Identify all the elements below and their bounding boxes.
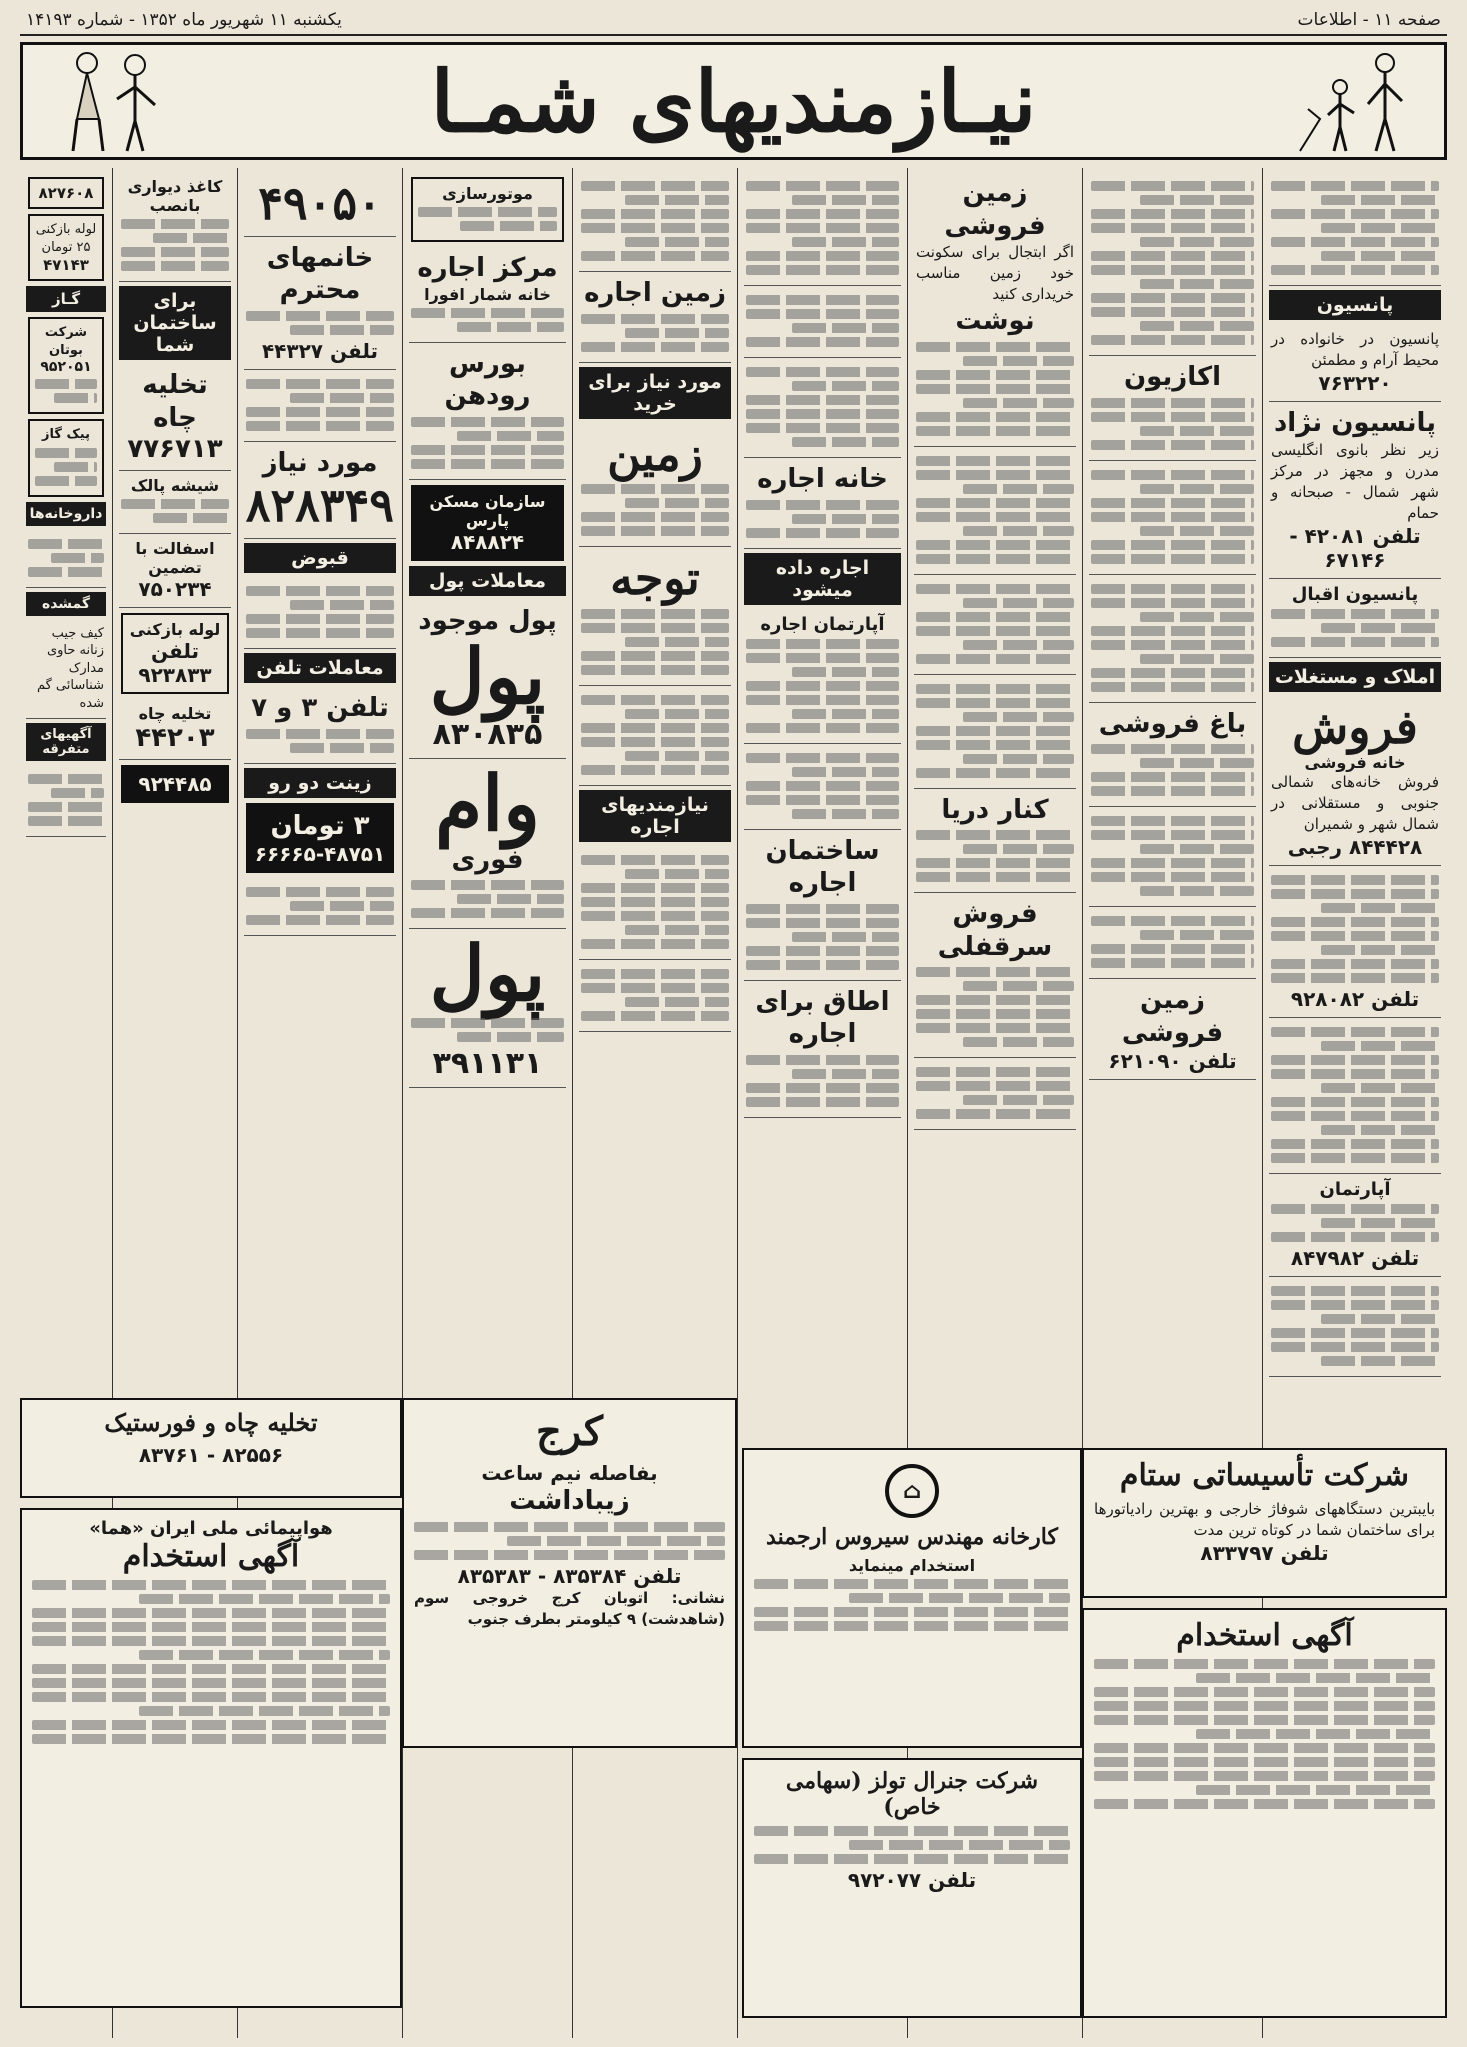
akazion-title: اکازیون <box>1123 362 1222 392</box>
apart-ejare-title: آپارتمان اجاره <box>760 613 885 635</box>
classifieds-grid <box>20 168 1447 2038</box>
section-header-sakhteman: برای ساختمان شما <box>119 286 231 360</box>
zamin-big: زمین <box>607 426 703 481</box>
page-top-line <box>20 6 1447 36</box>
sazman-title: سازمان مسکن پارس <box>429 491 546 530</box>
lule-title: لوله بازکنی <box>129 620 221 639</box>
banner <box>20 42 1447 160</box>
toman-phone: ۶۶۶۶۵-۴۸۷۵۱ <box>254 842 386 867</box>
lule-top: لوله بازکنی ۲۵ تومان <box>35 222 97 255</box>
karaj-phone: تلفن ۸۳۵۳۸۴ - ۸۳۵۳۸۳ <box>457 1563 682 1588</box>
page-label: صفحه ۱۱ - اطلاعات <box>1297 10 1441 30</box>
section-header-mored-niaz: مورد نیاز برای خرید <box>579 367 731 419</box>
bours-title: بورس رودهن <box>444 348 531 411</box>
general-ad <box>742 1758 1082 2018</box>
zamin-text: اگر ابتجال برای سکونت خود زمین مناسب خریداری کنید <box>916 243 1074 303</box>
pansion3-title: پانسیون اقبال <box>1291 583 1419 605</box>
sirus-ad <box>742 1448 1082 1748</box>
tasse-ad <box>20 1398 402 1498</box>
nevisht-title: نوشت <box>955 306 1035 336</box>
pansion-phone: ۷۶۳۲۲۰ <box>1318 371 1392 395</box>
karaj-sub: بفاصله نیم ساعت <box>481 1461 658 1485</box>
otagh-title: اطاق برای اجاره <box>755 986 890 1049</box>
general-phone: تلفن ۹۷۲۰۷۷ <box>847 1868 977 1892</box>
homa-sub: آگهی استخدام <box>122 1539 300 1574</box>
shishe-title: شیشه پالک <box>130 476 220 495</box>
pool2-big: پول <box>429 929 546 1019</box>
takhlie2-title: تخلیه چاه <box>138 704 212 723</box>
section-header-amlak: املاک و مستغلات <box>1269 662 1441 692</box>
mored-niaz-title: مورد نیاز <box>262 447 378 478</box>
banner-title: نیـازمندیهای شمـا <box>430 51 1037 151</box>
top-phone: ۴۹۰۵۰ <box>258 176 382 230</box>
estekhdam-ad <box>1082 1608 1447 2018</box>
sazman-phone: ۸۴۸۸۲۴ <box>450 529 525 554</box>
motors-title: موتورسازی <box>442 184 533 203</box>
foroosh-title: فروش <box>1292 699 1418 754</box>
foroosh-text: فروش خانه‌های شمالی جنوبی و مستقلانی در شمال شهر و شمیران <box>1271 773 1439 834</box>
sirus-sub: استخدام مینماید <box>848 1556 976 1575</box>
apart-phone: تلفن ۹۲۸۰۸۲ <box>1290 987 1420 1012</box>
pansion2-title: پانسیون نژاد <box>1273 408 1437 438</box>
section-header-motefareghe: آگهیهای متفرقه <box>26 723 106 761</box>
pansion2-text: زیر نظر بانوی انگلیسی مدرن و مجهز در مرکز شهر شمال - صبحانه و حمام <box>1271 440 1439 522</box>
markaz-ejare-title: مرکز اجاره <box>417 253 558 283</box>
gomshode-text: کیف جیب زنانه حاوی مدارک شناسائی گم شده <box>36 625 104 711</box>
bagh-title: باغ فروشی <box>1098 708 1247 739</box>
khane-shomar: خانه شمار افورا <box>424 284 551 304</box>
vam-sub: فوری <box>451 844 524 875</box>
zamin-ejare-title: زمین اجاره <box>584 278 726 308</box>
toman-label: ۳ تومان <box>270 810 370 841</box>
section-header-moamelat-telephone: معاملات تلفن <box>244 653 396 683</box>
section-header-zinat: زینت دو رو <box>244 768 396 798</box>
sirus-title: کارخانه مهندس سیروس ارجمند <box>766 1524 1058 1550</box>
family-illustration-icon <box>1280 49 1430 155</box>
section-header-moamelat-pool: معاملات پول <box>409 566 566 596</box>
sakhteman-ejare-title: ساختمان اجاره <box>765 835 880 898</box>
lule2-phone: ۹۲۴۴۸۵ <box>138 772 212 796</box>
telephone-label: تلفن ۳ و ۷ <box>251 693 389 724</box>
couple-illustration-icon <box>37 49 187 155</box>
stam-phone: تلفن ۸۳۳۷۹۷ <box>1200 1541 1329 1565</box>
karaj-ad <box>402 1398 737 1748</box>
lule-phone: تلفن ۹۲۳۸۳۳ <box>138 639 212 687</box>
section-header-ghoboosh: قبوض <box>244 543 396 573</box>
section-header-akhtab: اجاره داده میشود <box>744 553 901 605</box>
kondor-title: کنار دریا <box>941 794 1049 825</box>
asfalt-title: اسفالت با تضمین <box>135 539 215 577</box>
pool2-phone: ۳۹۱۱۳۱ <box>432 1045 543 1081</box>
karaj-title: کرج <box>536 1408 603 1455</box>
foroosh-sub: خانه فروشی <box>1304 753 1406 773</box>
vam-big: وام <box>435 758 540 848</box>
tasse-title: تخلیه چاه و فورستیک <box>104 1408 318 1437</box>
takhlie-phone: ۷۷۶۷۱۳ <box>127 434 223 464</box>
general-title: شرکت جنرال تولز (سهامی خاص) <box>785 1768 1039 1820</box>
homa-title: هواپیمائی ملی ایران «هما» <box>89 1518 333 1539</box>
takhlie-title: تخلیه چاه <box>142 370 208 433</box>
foroosh-phone: ۸۴۴۴۲۸ رجبی <box>1287 835 1423 860</box>
butan-title: شرکت بوتان <box>44 325 88 358</box>
section-header-niazmandi-ejare: نیازمندیهای اجاره <box>579 790 731 842</box>
section-header-gomshode: گمشده <box>26 592 106 616</box>
estekhdam-title: آگهی استخدام <box>1176 1618 1353 1653</box>
top-phone-left: ۸۲۷۶۰۸ <box>38 184 94 202</box>
sarghofli-title: فروش سرقفلی <box>937 899 1053 962</box>
asfalt-phone: ۷۵۰۲۳۴ <box>138 577 212 601</box>
kaghaz-title: کاغذ دیواری بانصب <box>127 177 223 215</box>
pansion2-phone: تلفن ۴۲۰۸۱ - ۶۷۱۴۶ <box>1289 523 1421 572</box>
zamin2-title: زمین فروشی <box>1121 985 1224 1048</box>
pool-big: پول <box>429 632 546 721</box>
date-label: یکشنبه ۱۱ شهریور ماه ۱۳۵۲ - شماره ۱۴۱۹۳ <box>26 10 342 30</box>
stam-text: بایبترین دستگاههای شوفاژ خارجی و بهترین رادیاتورها برای ساختمان شما در کوتاه ترین مدت <box>1094 1500 1435 1539</box>
stam-title: شرکت تأسیساتی ستام <box>1119 1458 1410 1493</box>
section-header-pansion: پانسیون <box>1269 290 1441 320</box>
stam-ad <box>1082 1448 1447 1598</box>
karaj-addr: نشانی: اتوبان کرج خروجی سوم (شاهدشت) ۹ کیلومتر بطرف جنوب <box>414 1588 725 1628</box>
takhlie2-phone: ۴۴۲۰۳ <box>135 723 215 753</box>
pakgaz-title: پیک گاز <box>42 427 90 443</box>
column-6 <box>402 168 572 2038</box>
bagh-phone: تلفن ۸۴۷۹۸۲ <box>1290 1246 1420 1271</box>
pool-phone: ۸۳۰۸۳۵ <box>432 716 543 752</box>
pansion-text: پانسیون در خانواده در محیط آرام و مطمئن <box>1271 330 1439 369</box>
lule-top-phone: ۴۷۱۴۳ <box>43 256 89 275</box>
homa-ad <box>20 1508 402 2008</box>
butan-phone: ۹۵۲۰۵۱ <box>40 359 92 376</box>
zamin-title: زمین فروشی <box>944 178 1046 241</box>
khane-ejare-title: خانه اجاره <box>757 464 888 494</box>
khanomha-title: خانمهای محترم <box>266 242 374 306</box>
zamin2-phone: تلفن ۶۲۱۰۹۰ <box>1108 1049 1237 1073</box>
tasse-phone: ۸۲۵۵۶ - ۸۳۷۶۱ <box>138 1443 284 1467</box>
section-header-gaz: گـاز <box>26 286 106 312</box>
pool-mojud: پول موجود <box>418 605 557 636</box>
khanomha-phone: تلفن ۴۴۳۲۷ <box>261 338 379 363</box>
column-5 <box>572 168 737 2038</box>
big-phone: ۸۲۸۳۴۹ <box>245 478 394 533</box>
section-header-darukhane: داروخانه‌ها <box>26 502 106 526</box>
karaj-brand: زیباداشت <box>509 1486 630 1516</box>
sirus-logo-icon: ⌂ <box>885 1464 939 1518</box>
apart-title: آپارتمان <box>1319 1179 1391 1201</box>
tavajoh-title: توجه <box>610 551 700 606</box>
